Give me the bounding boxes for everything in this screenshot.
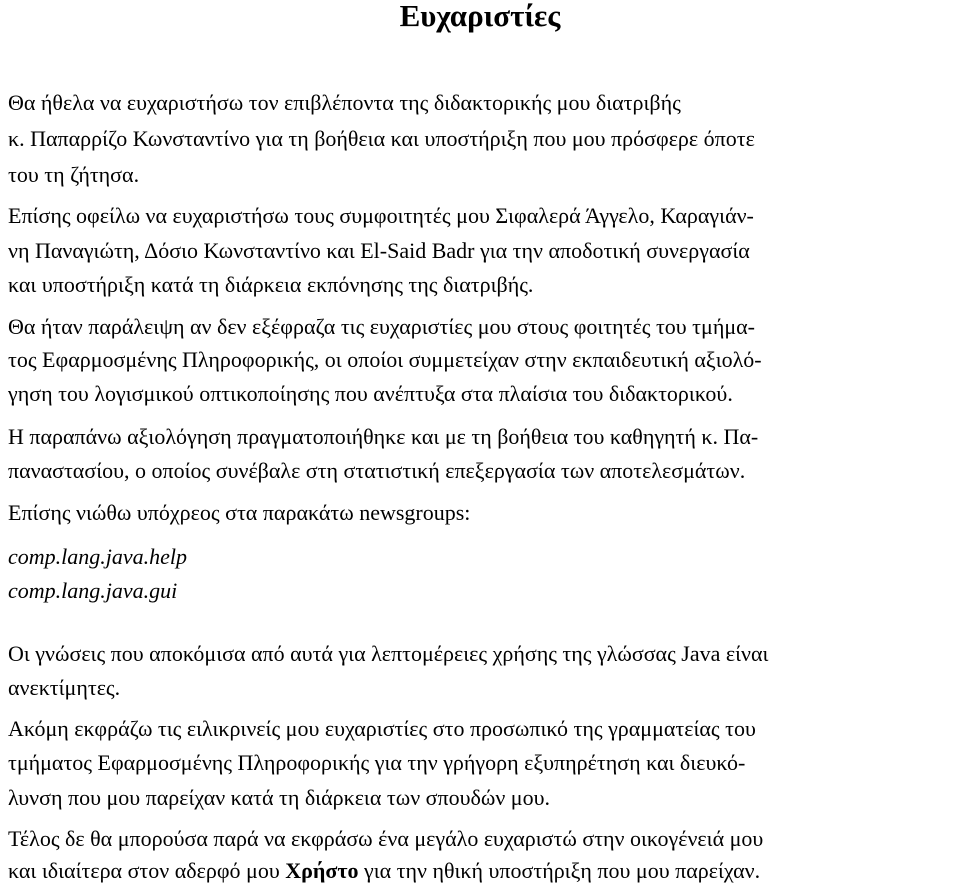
paragraph-9-line-2 xyxy=(8,858,760,884)
paragraph-2-line-2: νη Παναγιώτη, Δόσιο Κωνσταντίνο και El-Said Badr για την αποδοτική συνεργασία xyxy=(8,238,750,263)
paragraph-1-line-1: Θα ήθελα να ευχαριστήσω τον επιβλέποντα της διδακτορικής μου διατριβής xyxy=(8,90,681,115)
paragraph-9-line-2-after: για την ηθική υποστήριξη που μου παρείχαν. xyxy=(358,858,761,883)
paragraph-1-line-2: κ. Παπαρρίζο Κωνσταντίνο για τη βοήθεια και υποστήριξη που μου πρόσφερε όποτε xyxy=(8,126,755,151)
page-title: Ευχαριστίες xyxy=(399,0,561,33)
paragraph-3-line-1: Θα ήταν παράλειψη αν δεν εξέφραζα τις ευχαριστίες μου στους φοιτητές του τμήμα- xyxy=(8,314,755,339)
paragraph-5-line-1: Επίσης νιώθω υπόχρεος στα παρακάτω newsgroups: xyxy=(8,500,471,525)
paragraph-7-line-2: ανεκτίμητες. xyxy=(8,675,121,700)
paragraph-4-line-1: Η παραπάνω αξιολόγηση πραγματοποιήθηκε και με τη βοήθεια του καθηγητή κ. Πα- xyxy=(8,424,759,449)
paragraph-3-line-3: γηση του λογισμικού οπτικοποίησης που ανέπτυξα στα πλαίσια του διδακτορικού. xyxy=(8,381,733,406)
paragraph-2-line-3: και υποστήριξη κατά τη διάρκεια εκπόνησης της διατριβής. xyxy=(8,272,534,297)
newsgroup-1: comp.lang.java.help xyxy=(8,544,188,569)
paragraph-4-line-2: παναστασίου, ο οποίος συνέβαλε στη στατιστική επεξεργασία των αποτελεσμάτων. xyxy=(8,458,746,483)
newsgroup-2: comp.lang.java.gui xyxy=(8,578,178,603)
paragraph-7-line-1: Οι γνώσεις που αποκόμισα από αυτά για λεπτομέρειες χρήσης της γλώσσας Java είναι xyxy=(8,641,769,666)
brother-name: Χρήστο xyxy=(285,858,359,883)
paragraph-1-line-3: του τη ζήτησα. xyxy=(8,162,140,187)
paragraph-9-line-1: Τέλος δε θα μπορούσα παρά να εκφράσω ένα μεγάλο ευχαριστώ στην οικογένειά μου xyxy=(8,826,764,851)
paragraph-9-line-2-before: και ιδιαίτερα στον αδερφό μου xyxy=(8,858,286,883)
paragraph-8-line-1: Ακόμη εκφράζω τις ειλικρινείς μου ευχαριστίες στο προσωπικό της γραμματείας του xyxy=(8,716,756,741)
paragraph-3-line-2: τος Εφαρμοσμένης Πληροφορικής, οι οποίοι συμμετείχαν στην εκπαιδευτική αξιολό- xyxy=(8,347,762,372)
paragraph-8-line-3: λυνση που μου παρείχαν κατά τη διάρκεια των σπουδών μου. xyxy=(8,785,550,810)
paragraph-2-line-1: Επίσης οφείλω να ευχαριστήσω τους συμφοιτητές μου Σιφαλερά Άγγελο, Καραγιάν- xyxy=(8,203,754,228)
paragraph-8-line-2: τμήματος Εφαρμοσμένης Πληροφορικής για την γρήγορη εξυπηρέτηση και διευκό- xyxy=(8,750,746,775)
